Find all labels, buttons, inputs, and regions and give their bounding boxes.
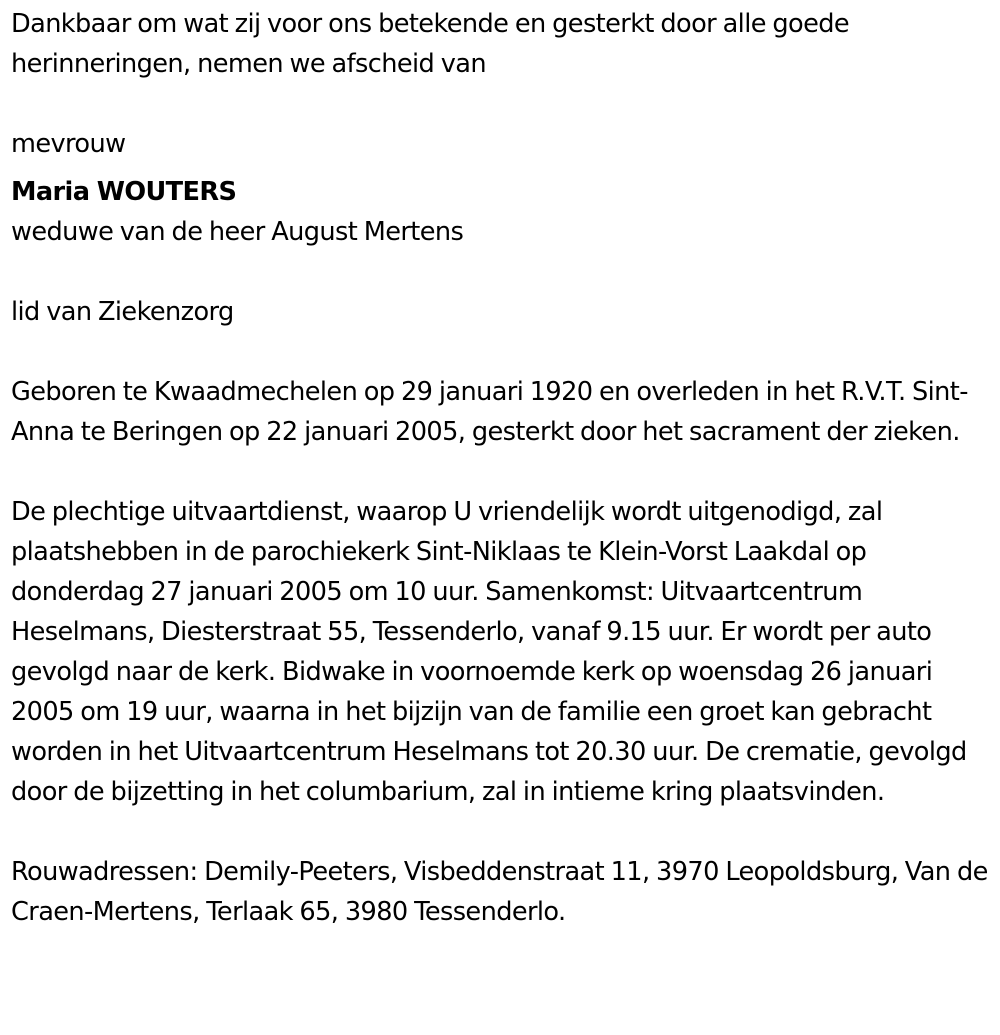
salutation: mevrouw: [11, 129, 126, 159]
intro-paragraph: Dankbaar om wat zij voor ons betekende en gesterkt door alle goede herinneringen, nemen we afscheid van: [11, 9, 850, 79]
birth-death-paragraph: Geboren te Kwaadmechelen op 29 januari 1920 en overleden in het R.V.T. Sint-Anna te Beringen op 22 januari 2005, gesterkt door het sacrament der zieken.: [11, 377, 968, 447]
funeral-paragraph: De plechtige uitvaartdienst, waarop U vriendelijk wordt uitgenodigd, zal plaatshebben in de parochiekerk Sint-Niklaas te Klein-Vorst Laakdal op donderdag 27 januari 2005 om 10 uur. Samenkomst: Uitvaartcentrum Heselmans, Diesterstraat 55, Tessenderlo, vanaf 9.15 uur. Er wordt per auto gevolgd naar de kerk. Bidwake in voornoemde kerk op woensdag 26 januari 2005 om 19 uur, waarna in het bijzijn van de familie een groet kan gebracht worden in het Uitvaartcentrum Heselmans tot 20.30 uur. De crematie, gevolgd door de bijzetting in het columbarium, zal in intieme kring plaatsvinden.: [11, 497, 967, 807]
membership-line: lid van Ziekenzorg: [11, 297, 234, 327]
deceased-name: Maria WOUTERS: [11, 177, 237, 207]
death-notice: [11, 4, 996, 932]
condolence-addresses: Rouwadressen: Demily-Peeters, Visbeddenstraat 11, 3970 Leopoldsburg, Van de Craen-Mertens, Terlaak 65, 3980 Tessenderlo.: [11, 857, 988, 927]
widow-of-line: weduwe van de heer August Mertens: [11, 217, 464, 247]
